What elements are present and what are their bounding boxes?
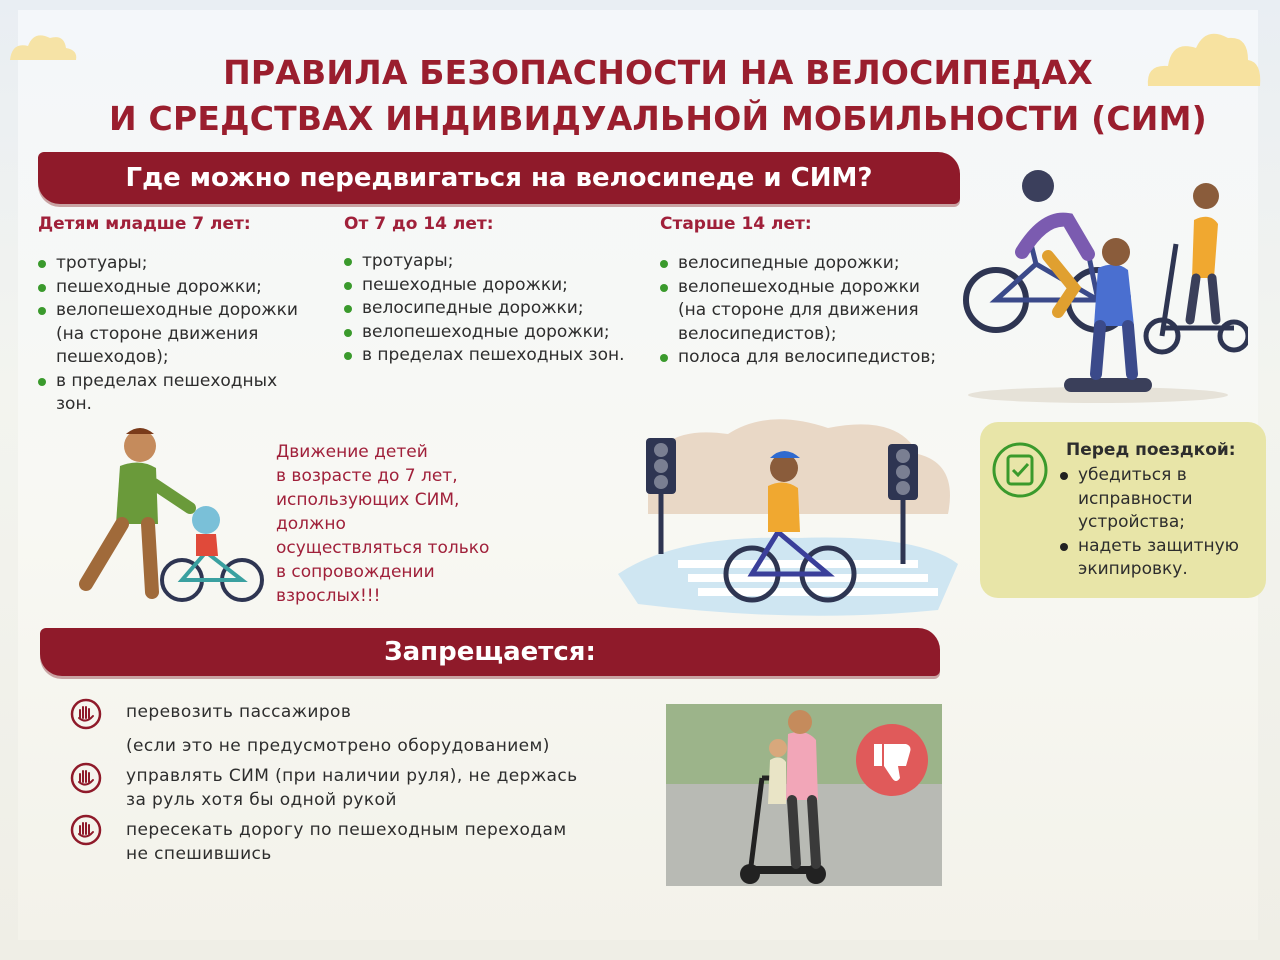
list-item: в пределах пешеходных зон.: [38, 370, 318, 417]
list-7-14: [344, 250, 636, 368]
list-item: велопешеходные дорожки (на стороне движения пешеходов);: [38, 299, 318, 370]
list-item: пешеходные дорожки;: [38, 276, 318, 300]
list-item: велопешеходные дорожки (на стороне для движения велосипедистов);: [660, 276, 940, 347]
list-item: велопешеходные дорожки;: [344, 321, 636, 345]
scooter-photo: [666, 704, 942, 886]
forbidden-text: пересекать дорогу по пешеходным переходам: [126, 820, 567, 840]
checklist-icon: [992, 442, 1048, 498]
note-line: должно: [276, 514, 346, 534]
no-hand-icon: [70, 762, 102, 794]
list-item: надеть защитную экипировку.: [1060, 535, 1256, 582]
forbidden-text: управлять СИМ (при наличии руля), не держась: [126, 766, 578, 786]
list-item: тротуары;: [38, 252, 318, 276]
list-item: убедиться в исправности устройства;: [1060, 464, 1256, 535]
note-line: взрослых!!!: [276, 586, 381, 606]
poster: [18, 10, 1258, 940]
cloud-icon: [8, 28, 78, 62]
list-item: тротуары;: [344, 250, 636, 274]
where-banner: Где можно передвигаться на велосипеде и СИМ?: [38, 152, 960, 204]
forbidden-text: за руль хотя бы одной рукой: [126, 790, 397, 810]
forbidden-item: [70, 698, 650, 758]
list-item: полоса для велосипедистов;: [660, 346, 940, 370]
list-under-7: [38, 252, 318, 417]
note-line: Движение детей: [276, 442, 428, 462]
column-heading-under-7: Детям младше 7 лет:: [38, 214, 251, 234]
note-line: использующих СИМ,: [276, 490, 460, 510]
forbidden-item: [70, 762, 650, 814]
forbidden-text: не спешившись: [126, 844, 272, 864]
page-title: [78, 50, 1238, 142]
list-item: пешеходные дорожки;: [344, 274, 636, 298]
before-trip-heading: Перед поездкой:: [1066, 440, 1236, 460]
note-line: осуществляться только: [276, 538, 490, 558]
forbidden-text: (если это не предусмотрено оборудованием): [126, 736, 550, 756]
title-line-2: И СРЕДСТВАХ ИНДИВИДУАЛЬНОЙ МОБИЛЬНОСТИ (СИМ): [109, 99, 1207, 138]
column-heading-over-14: Старше 14 лет:: [660, 214, 812, 234]
note-line: в возрасте до 7 лет,: [276, 466, 458, 486]
children-note: [276, 440, 526, 608]
crossing-illustration: [618, 414, 978, 618]
forbidden-item: [70, 814, 650, 866]
column-heading-7-14: От 7 до 14 лет:: [344, 214, 494, 234]
forbidden-text: перевозить пассажиров: [126, 702, 352, 722]
no-hand-icon: [70, 698, 102, 730]
note-line: в сопровождении: [276, 562, 435, 582]
title-line-1: ПРАВИЛА БЕЗОПАСНОСТИ НА ВЕЛОСИПЕДАХ: [223, 53, 1093, 92]
list-item: велосипедные дорожки;: [344, 297, 636, 321]
before-trip-list: [1060, 464, 1256, 582]
forbidden-banner: Запрещается:: [40, 628, 940, 676]
list-item: велосипедные дорожки;: [660, 252, 940, 276]
list-item: в пределах пешеходных зон.: [344, 344, 636, 368]
no-hand-icon: [70, 814, 102, 846]
cyclists-illustration: [948, 160, 1248, 406]
list-over-14: [660, 252, 940, 370]
parent-child-illustration: [56, 424, 266, 604]
before-trip-box: [980, 422, 1266, 598]
